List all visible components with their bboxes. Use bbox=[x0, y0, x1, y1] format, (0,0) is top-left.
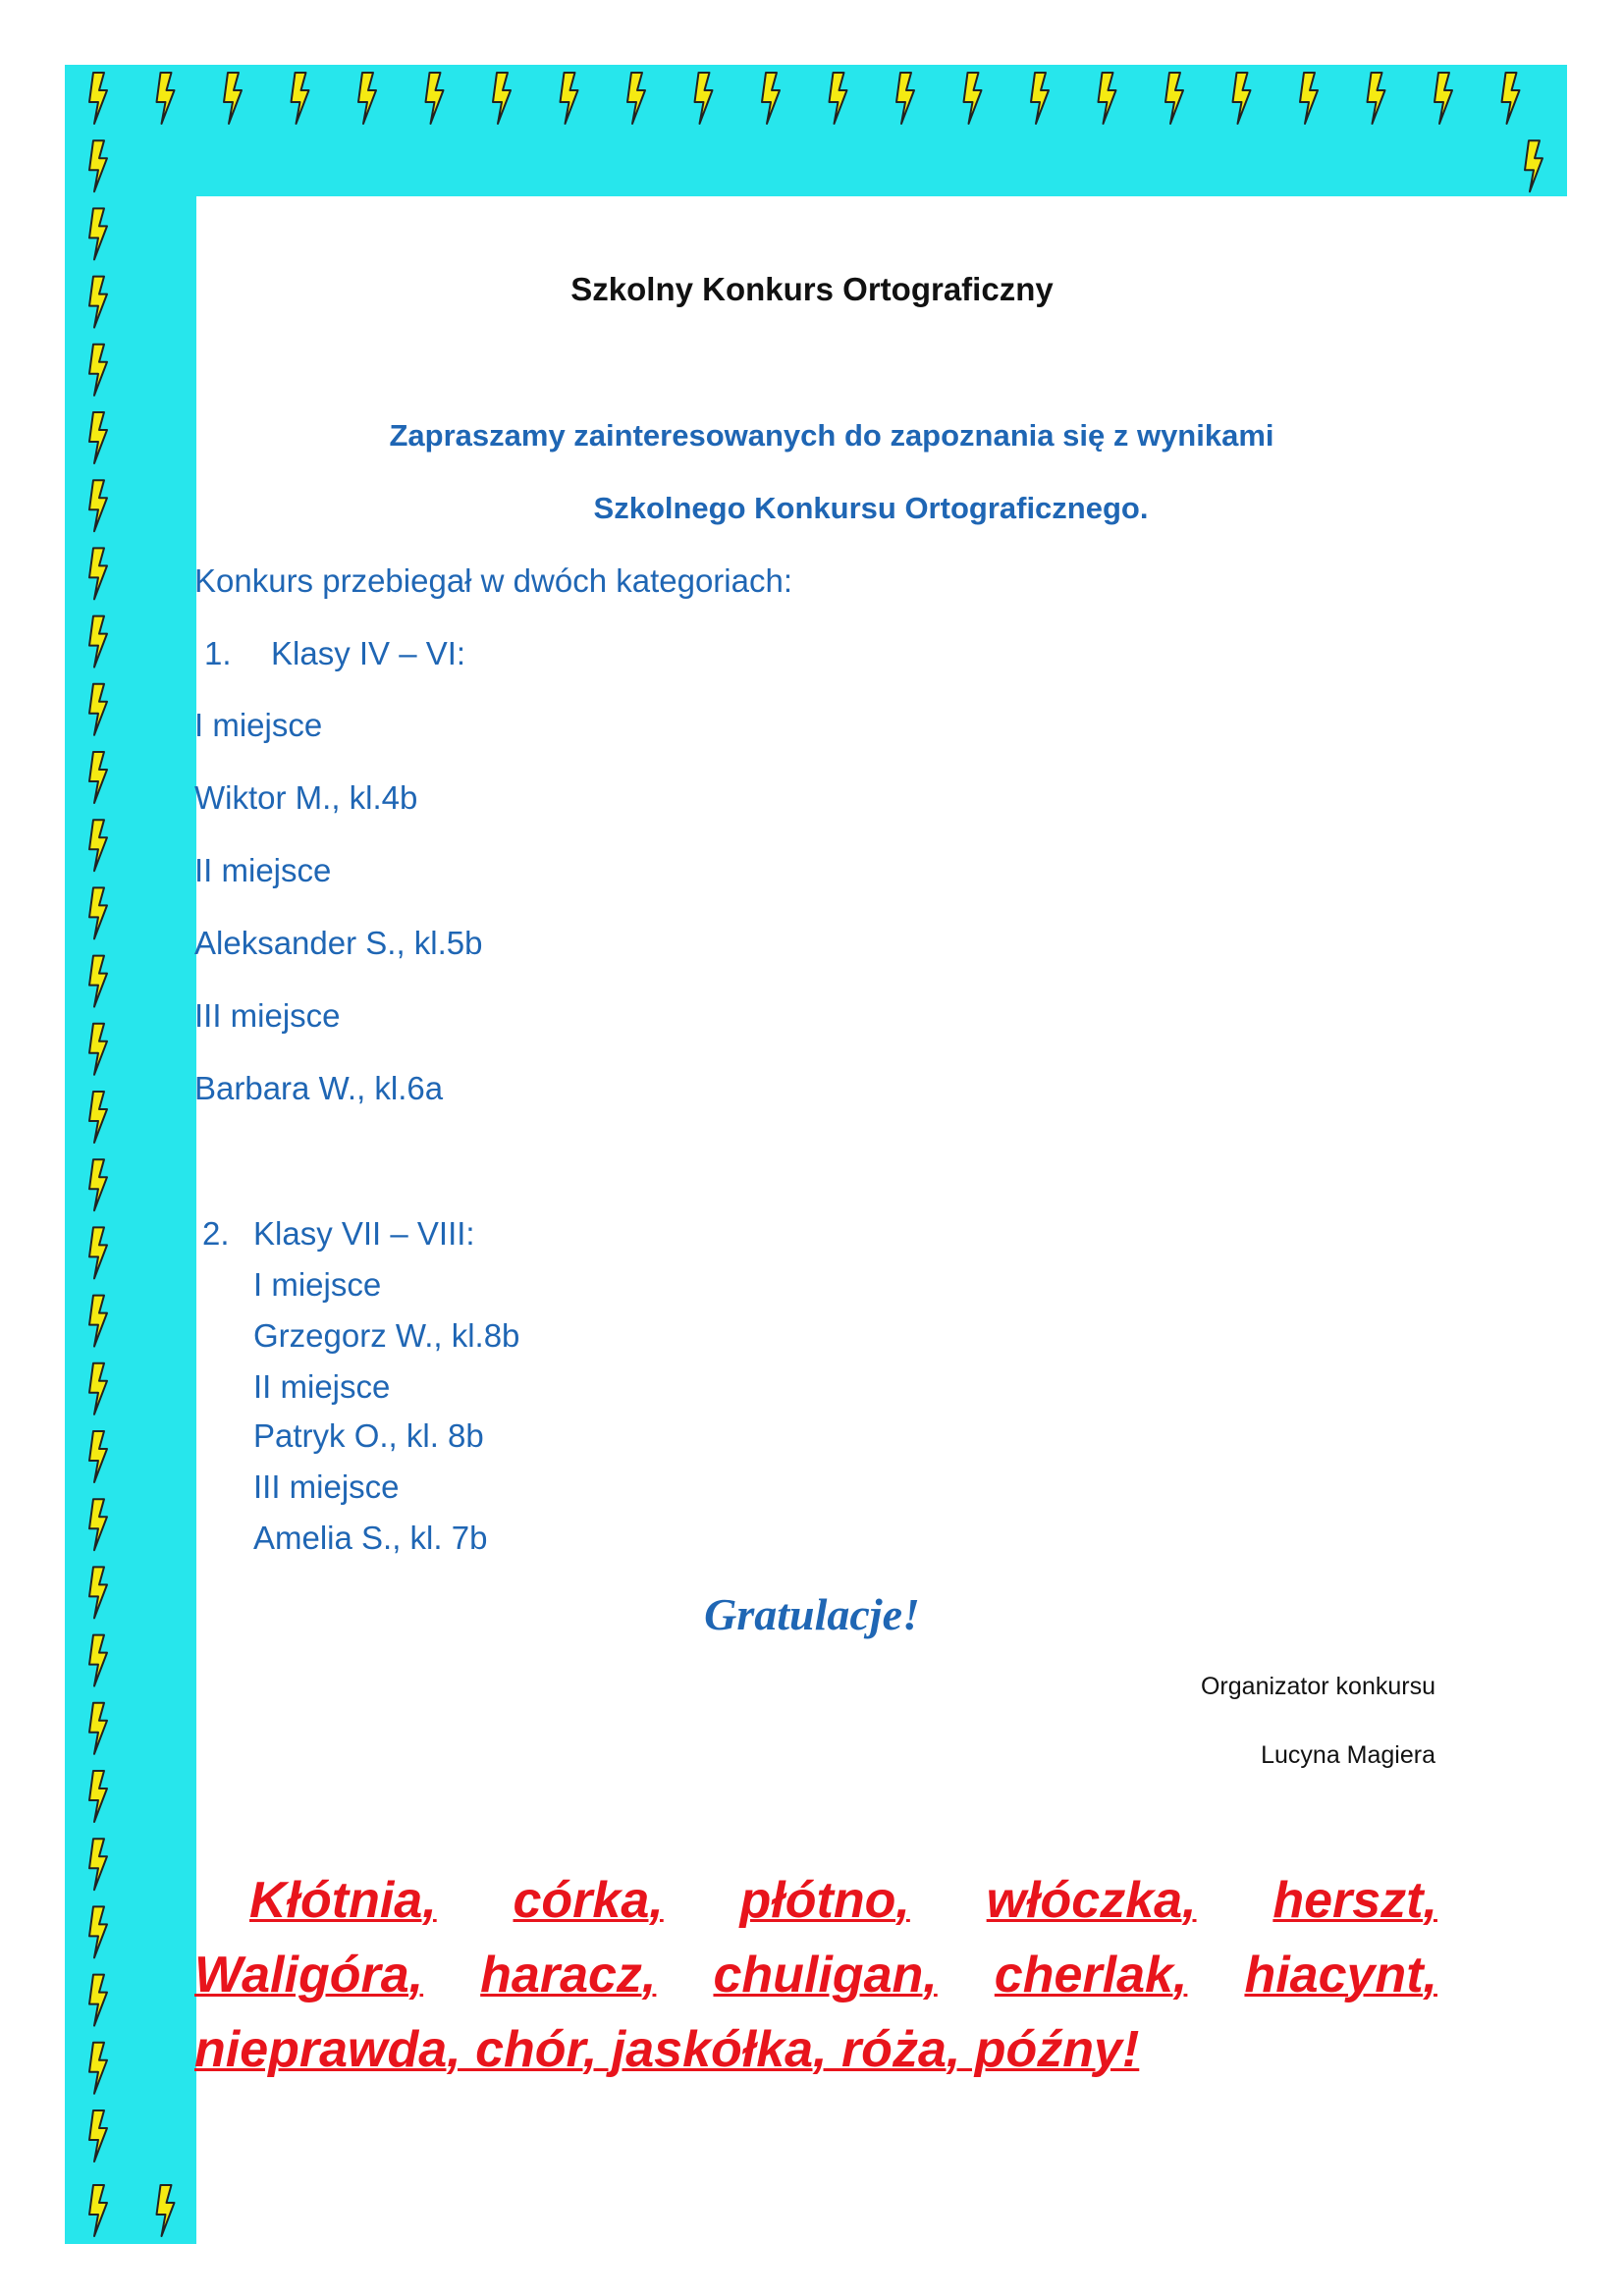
lightning-bolt-icon bbox=[157, 73, 175, 124]
category-2-place-3-label: III miejsce bbox=[253, 1468, 400, 1505]
category-2-place-2-label: II miejsce bbox=[253, 1368, 391, 1405]
lightning-bolt-icon bbox=[89, 887, 107, 938]
category-1-number: 1. bbox=[204, 635, 232, 671]
page-title: Szkolny Konkurs Ortograficzny bbox=[570, 271, 1054, 307]
spelling-word: włóczka, bbox=[986, 1872, 1197, 1929]
spelling-word: płótno, bbox=[739, 1872, 910, 1929]
lightning-bolt-icon bbox=[830, 73, 847, 124]
organizer-role: Organizator konkursu bbox=[1200, 1673, 1435, 1700]
intro-line-1: Zapraszamy zainteresowanych do zapoznania się z wynikami bbox=[389, 418, 1274, 453]
category-2-place-3-winner: Amelia S., kl. 7b bbox=[253, 1520, 488, 1556]
lightning-bolt-icon bbox=[89, 208, 107, 259]
lightning-bolt-icon bbox=[89, 1839, 107, 1890]
lightning-bolt-icon bbox=[89, 1363, 107, 1415]
lightning-bolt-icon bbox=[89, 1635, 107, 1686]
lightning-bolt-icon bbox=[627, 73, 645, 124]
category-2-place-1-label: I miejsce bbox=[253, 1266, 382, 1303]
lightning-bolt-icon bbox=[89, 345, 107, 396]
lightning-bolt-icon bbox=[1502, 73, 1520, 124]
lightning-bolt-icon bbox=[89, 956, 107, 1007]
lightning-bolt-icon bbox=[89, 616, 107, 667]
lightning-bolt-icon bbox=[89, 1092, 107, 1143]
lightning-bolt-icon bbox=[89, 1703, 107, 1754]
lightning-bolt-icon bbox=[157, 2185, 175, 2236]
spelling-word: herszt, bbox=[1272, 1872, 1437, 1929]
spelling-word: hiacynt, bbox=[1244, 1947, 1437, 2003]
category-1-place-3-label: III miejsce bbox=[194, 997, 341, 1034]
spelling-word: chuligan, bbox=[713, 1947, 938, 2003]
spelling-word: Waligóra, bbox=[194, 1947, 424, 2003]
category-1-place-2-winner: Aleksander S., kl.5b bbox=[194, 925, 483, 961]
category-2-place-1-winner: Grzegorz W., kl.8b bbox=[253, 1317, 520, 1354]
category-1-label: Klasy IV – VI: bbox=[271, 635, 466, 671]
lightning-bolt-icon bbox=[89, 73, 107, 124]
organizer-name: Lucyna Magiera bbox=[1261, 1741, 1435, 1769]
lightning-bolt-icon bbox=[358, 73, 376, 124]
lightning-bolt-icon bbox=[1435, 73, 1452, 124]
lightning-bolt-icon bbox=[1165, 73, 1183, 124]
lightning-bolt-icon bbox=[89, 752, 107, 803]
intro-line-2: Szkolnego Konkursu Ortograficznego. bbox=[593, 491, 1149, 525]
lightning-bolt-icon bbox=[89, 1296, 107, 1347]
lightning-bolt-icon bbox=[292, 73, 309, 124]
lightning-bolt-icon bbox=[89, 1975, 107, 2026]
spelling-word: Kłótnia, bbox=[249, 1872, 437, 1929]
lightning-bolt-icon bbox=[493, 73, 511, 124]
lightning-bolt-icon bbox=[762, 73, 780, 124]
lightning-bolt-icon bbox=[561, 73, 578, 124]
congratulations-heading: Gratulacje! bbox=[704, 1589, 920, 1639]
lightning-bolt-icon bbox=[964, 73, 982, 124]
categories-intro: Konkurs przebiegał w dwóch kategoriach: bbox=[194, 562, 793, 599]
category-2-label: Klasy VII – VIII: bbox=[253, 1215, 475, 1252]
lightning-bolt-icon bbox=[1099, 73, 1116, 124]
lightning-bolt-icon bbox=[89, 1431, 107, 1482]
lightning-bolt-icon bbox=[89, 2043, 107, 2094]
spelling-word: haracz, bbox=[480, 1947, 657, 2003]
category-1-place-2-label: II miejsce bbox=[194, 852, 332, 888]
spelling-words-line-3 bbox=[194, 2020, 1437, 2079]
lightning-bolt-icon bbox=[89, 1159, 107, 1210]
category-1-place-1-winner: Wiktor M., kl.4b bbox=[194, 779, 418, 816]
lightning-bolt-icon bbox=[1300, 73, 1318, 124]
lightning-bolt-icon bbox=[89, 548, 107, 599]
spelling-words-final: nieprawda, chór, jaskółka, róża, późny! bbox=[194, 2021, 1140, 2078]
lightning-bolt-icon bbox=[426, 73, 444, 124]
lightning-bolt-icon bbox=[89, 2185, 107, 2236]
lightning-bolt-icon bbox=[89, 1771, 107, 1822]
lightning-bolt-icon bbox=[89, 140, 107, 191]
lightning-bolt-icon bbox=[224, 73, 242, 124]
lightning-bolt-icon bbox=[89, 1906, 107, 1957]
lightning-bolt-icon bbox=[89, 820, 107, 871]
category-1-place-1-label: I miejsce bbox=[194, 707, 323, 743]
lightning-bolt-icon bbox=[89, 1024, 107, 1075]
lightning-bolt-icon bbox=[89, 1499, 107, 1550]
lightning-bolt-icon bbox=[89, 2110, 107, 2162]
category-2-number: 2. bbox=[202, 1215, 230, 1252]
lightning-bolt-icon bbox=[695, 73, 713, 124]
lightning-bolt-icon bbox=[1368, 73, 1385, 124]
lightning-bolt-icon bbox=[1233, 73, 1251, 124]
spelling-words-line-1 bbox=[194, 1871, 1437, 1930]
category-1-place-3-winner: Barbara W., kl.6a bbox=[194, 1070, 444, 1106]
category-2-place-2-winner: Patryk O., kl. 8b bbox=[253, 1417, 484, 1454]
lightning-bolt-icon bbox=[1031, 73, 1049, 124]
spelling-word: córka, bbox=[513, 1872, 664, 1929]
spelling-words-line-2 bbox=[194, 1946, 1437, 2004]
lightning-bolt-icon bbox=[896, 73, 914, 124]
spelling-word: cherlak, bbox=[994, 1947, 1188, 2003]
lightning-bolt-icon bbox=[89, 1227, 107, 1278]
lightning-bolt-icon bbox=[89, 684, 107, 735]
lightning-bolt-icon bbox=[1525, 140, 1543, 191]
